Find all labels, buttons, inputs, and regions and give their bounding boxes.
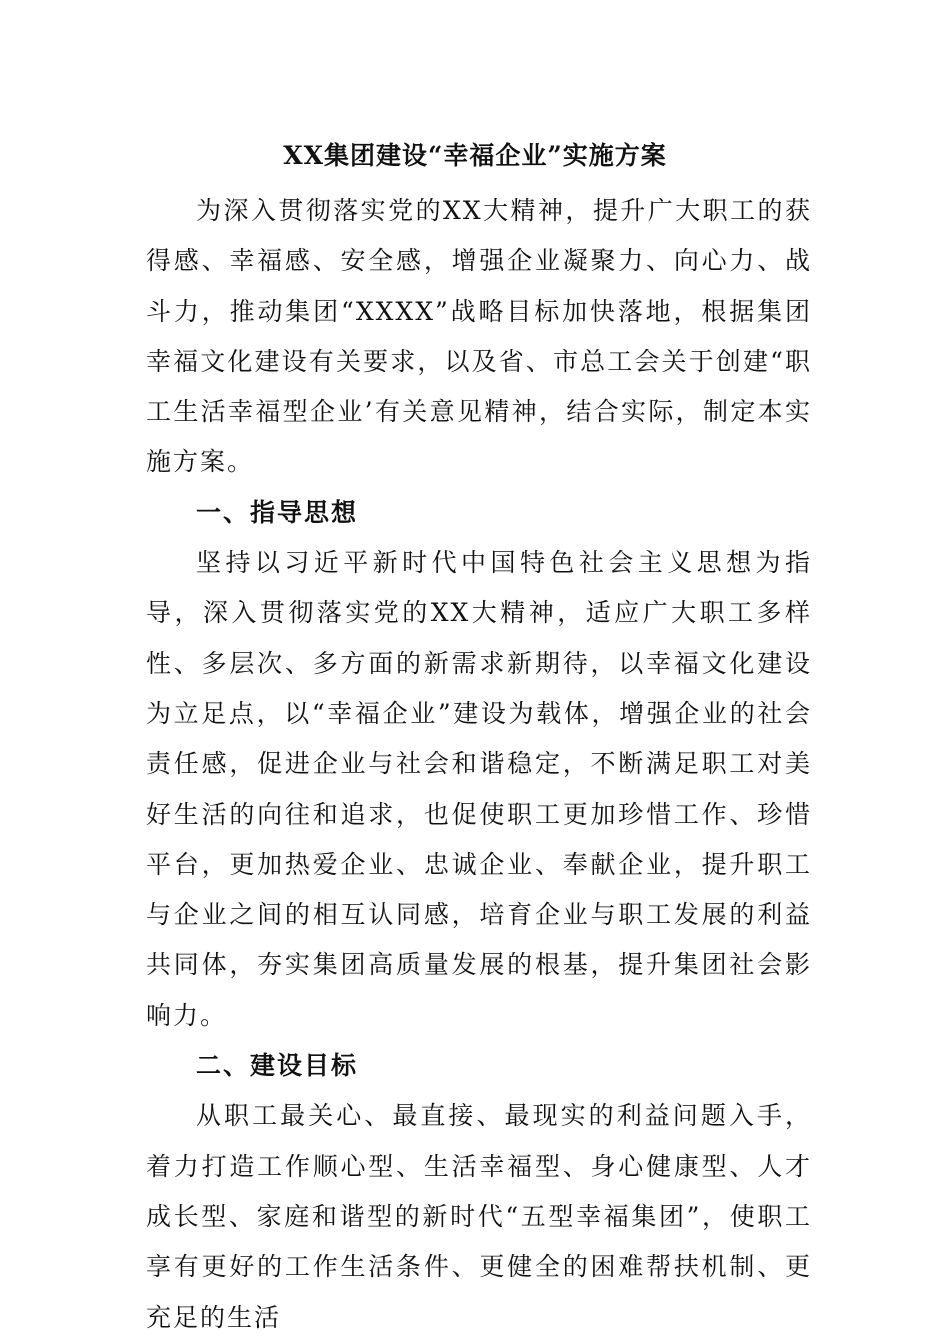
section-body-construction-goals: 从职工最关心、最直接、最现实的利益问题入手，着力打造工作顺心型、生活幸福型、身心健康型、人才成长型、家庭和谐型的新时代“五型幸福集团”，使职工享有更好的工作生活条件、更健全的困难帮扶机制、更充足的生活 <box>146 1101 812 1332</box>
section-body-guiding-ideology: 坚持以习近平新时代中国特色社会主义思想为指导，深入贯彻落实党的XX大精神，适应广大职工多样性、多层次、多方面的新需求新期待，以幸福文化建设为立足点，以“幸福企业”建设为载体，增强企业的社会责任感，促进企业与社会和谐稳定，不断满足职工对美好生活的向往和追求，也促使职工更加珍惜工作、珍惜平台，更加热爱企业、忠诚企业、奉献企业，提升职工与企业之间的相互认同感，培育企业与职工发展的利益共同体，夯实集团高质量发展的根基，提升集团社会影响力。 <box>146 548 812 1030</box>
intro-paragraph: 为深入贯彻落实党的XX大精神，提升广大职工的获得感、幸福感、安全感，增强企业凝聚力、向心力、战斗力，推动集团“XXXX”战略目标加快落地，根据集团幸福文化建设有关要求，以及省、市总工会关于创建“职工生活幸福型企业’有关意见精神，结合实际，制定本实施方案。 <box>146 196 812 477</box>
section-heading-construction-goals: 二、建设目标 <box>196 1051 359 1081</box>
document-body <box>146 186 812 1343</box>
section-heading-guiding-ideology: 一、指导思想 <box>196 497 359 527</box>
document-title: XX集团建设“幸福企业”实施方案 <box>283 141 667 170</box>
